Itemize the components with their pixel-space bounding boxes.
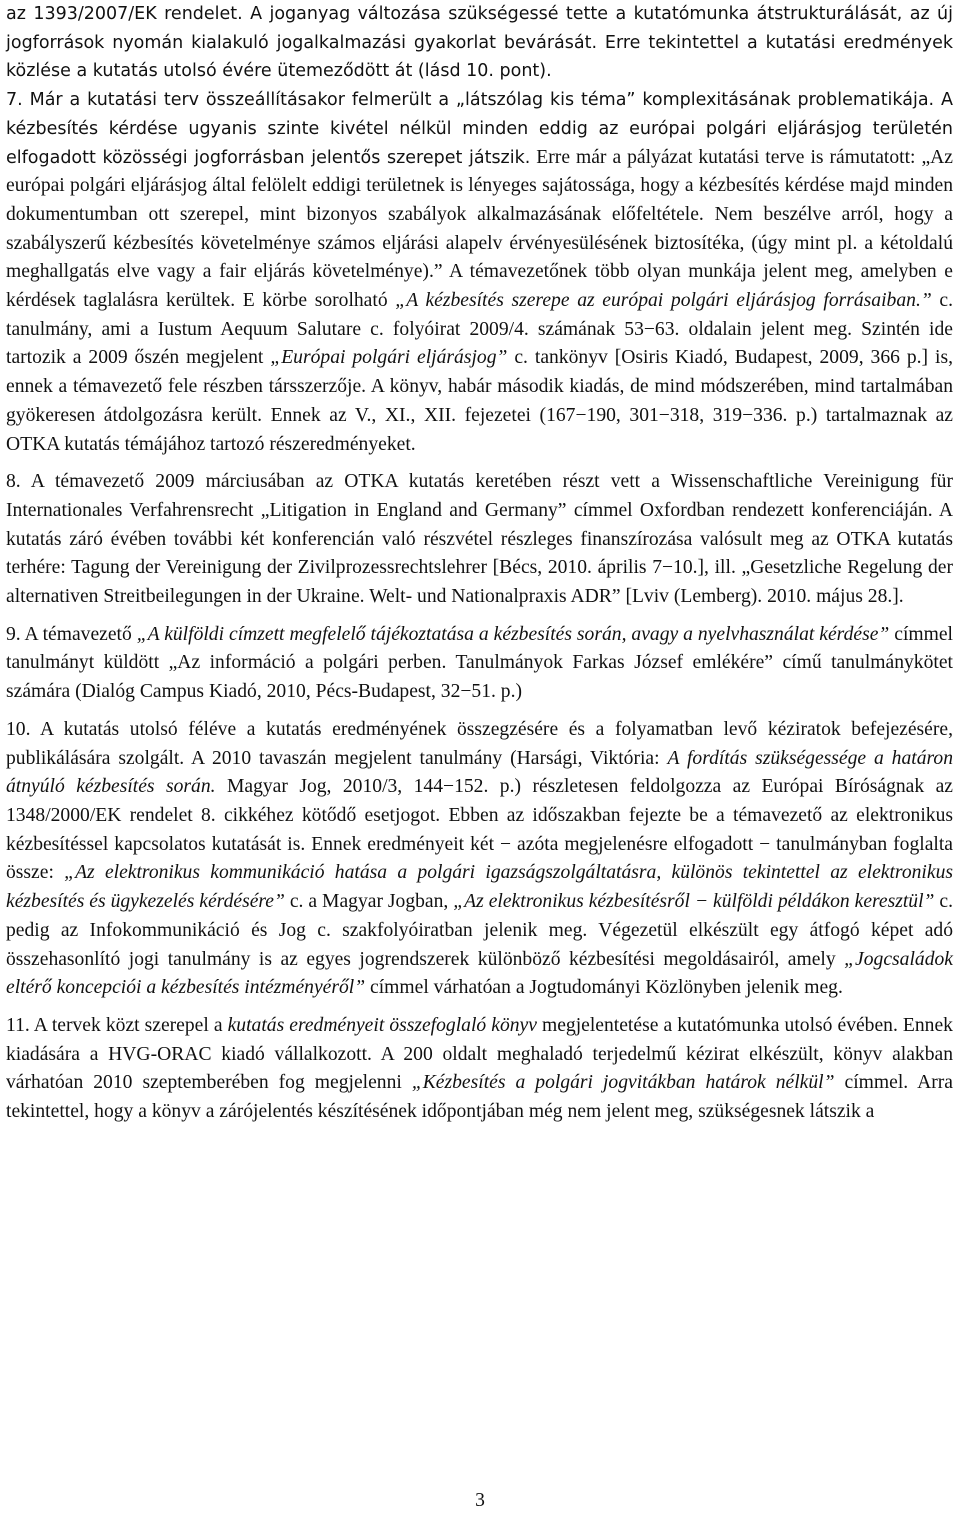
paragraph-7-text-g: c. tankönyv [Osiris Kiadó, Budapest, 2009, 366 p.] is, ennek a témavezető fele részben társszerzője. A könyv, habár második kiadás, de mind módszerében, mind tartalmában gyökeresen átdolgozásra került. Ennek az V., XI., XII. fejezetei (167−190, 301−318, 319−336. p.) tartalmaznak az OTKA kutatás témájához tartozó részeredményeket.: [6, 347, 953, 455]
page-number: 3: [475, 1490, 485, 1511]
paragraph-9-text-a: 9. A témavezető: [6, 623, 137, 645]
paragraph-7-text-f: c. tanulmány, ami a Iustum Aequum Salutare c. folyóirat 2009/4. számának 53−63. oldalain jelent meg. Szintén ide tartozik a 2009 őszén megjelent: [6, 290, 953, 369]
paragraph-11-text-c: címmel. Arra tekintettel, hogy a könyv a zárójelentés készítésének időpontjában még nem jelent meg, szükségesnek látszik a: [6, 1072, 953, 1123]
paragraph-11: [6, 1012, 953, 1127]
paragraph-10: [6, 716, 953, 1003]
paragraph-6-text: az 1393/2007/EK rendelet. A joganyag változása szükségessé tette a kutatómunka átstrukturálását, az új jogforrások nyomán kialakuló jogalkalmazási gyakorlat bevárását. Erre tekintettel a kutatási eredmények közlése a kutatás utolsó évére ütemeződött át (lásd 10. pont).: [6, 4, 953, 82]
paragraph-8-text: 8. A témavezető 2009 márciusában az OTKA kutatás keretében részt vett a Wissenschaftliche Vereinigung für Internationales Verfahrensrecht „Litigation in England and Germany” címmel Oxfordban rendezett konferenciáján. A kutatás záró évében további két konferencián való részvétel részleges finanszírozása valósult meg az OTKA kutatás terhére: Tagung der Vereinigung der Zivilprozessrechtslehrer [Bécs, 2010. április 7−10.], ill. „Gesetzliche Regelung der alternativen Streitbeilegungen in der Ukraine. Welt- und Nationalpraxis ADR” [Lviv (Lemberg). 2010. május 28.].: [6, 471, 953, 608]
paragraph-11-text-a: 11. A tervek közt szerepel a: [6, 1014, 228, 1036]
paragraph-9-text-b: címmel tanulmányt küldött „Az információ a polgári perben. Tanulmányok Farkas József emlékére” című tanulmánykötet számára (Dialóg Campus Kiadó, 2010, Pécs-Budapest, 32−51. p.): [6, 623, 954, 703]
paragraph-9-italic-title: „A külföldi címzett megfelelő tájékoztatása a kézbesítés során, avagy a nyelvhasználat kérdése”: [136, 623, 890, 645]
paragraph-7: [6, 86, 953, 459]
paragraph-9: [6, 621, 953, 707]
paragraph-10-italic-title-4: „Jogcsaládok eltérő koncepciói a kézbesítés intézményéről”: [6, 948, 953, 999]
paragraph-8: [6, 468, 953, 612]
paragraph-10-text-a: 10. A kutatás utolsó féléve a kutatás eredményének összegzésére és a folyamatban levő kéziratok befejezésére, publikálására szolgált. A 2010 tavaszán megjelent tanulmány (Harsági, Viktória:: [6, 718, 953, 769]
paragraph-10-italic-title-3: „Az elektronikus kézbesítésről − külföldi példákon keresztül”: [453, 891, 935, 913]
paragraph-6: [6, 0, 953, 86]
paragraph-11-text-b: megjelentetése a kutatómunka utolsó évében. Ennek kiadására a HVG-ORAC kiadó vállalkozott. A 200 oldalt meghaladó terjedelmű kézirat elkészült, könyv alakban várhatóan 2010 szeptemberében fog megjelenni: [6, 1014, 953, 1094]
paragraph-7-text-a: Már a kutatási terv összeállításakor felmerült a „látszólag kis téma” komplexitásának problematikája.: [22, 90, 935, 111]
paragraph-7-number: 7.: [6, 90, 23, 111]
document-body: [6, 0, 953, 1127]
paragraph-7-italic-title-2: „Európai polgári eljárásjog”: [270, 347, 508, 369]
paragraph-10-text-d: c. pedig az Infokommunikáció és Jog c. szakfolyóiratban jelenik meg. Végezetül elkészült egy átfogó képet adó összehasonlító jogi tanulmány is az egyes jogrendszerek különböző kézbesítési megoldásairól, amely: [6, 891, 953, 970]
paragraph-10-italic-title-1: A fordítás szükségessége a határon átnyúló kézbesítés során.: [6, 747, 953, 798]
paragraph-7-text-e: A témavezetőnek több olyan munkája jelent meg, amelyben e kérdések taglalásra kerültek. E körbe sorolható: [6, 261, 953, 312]
paragraph-10-italic-title-2: „Az elektronikus kommunikáció hatása a polgári igazságszolgáltatásra, különös tekintettel az elektronikus kézbesítés és ügykezelés kérdésére”: [6, 862, 953, 913]
paragraph-11-italic-book: kutatás eredményeit összefoglaló könyv: [227, 1014, 537, 1036]
paragraph-11-italic-title: „Kézbesítés a polgári jogvitákban határok nélkül”: [411, 1072, 835, 1094]
paragraph-7-text-c: Erre már a pályázat kutatási terve is rámutatott: „Az európai polgári eljárásjog által felölelt eddigi területnek is lényeges sajátossága, hogy a kézbesítés kérdése majd minden dokumentumban ott szerepel, mint bizonyos szabályok alkalmazásának előfeltétele.: [6, 146, 953, 225]
paragraph-10-text-b: Magyar Jog, 2010/3, 144−152. p.) részletesen feldolgozza az Európai Bíróságnak az 1348/2000/EK rendelet 8. cikkéhez kötődő esetjogot. Ebben az időszakban fejezte be a témavezető az elektronikus kézbesítéssel kapcsolatos kutatását is. Ennek eredményeit két − azóta megjelenésre elfogadott − tanulmányban foglalta össze:: [6, 776, 953, 884]
paragraph-10-text-e: címmel várhatóan a Jogtudományi Közlönyben jelenik meg.: [365, 977, 843, 999]
paragraph-7-text-b: A kézbesítés kérdése ugyanis szinte kivétel nélkül minden eddig az európai polgári eljárásjog területén elfogadott közösségi jogforrásban jelentős szerepet játszik.: [6, 90, 953, 168]
paragraph-7-text-d: Nem beszélve arról, hogy a szabályszerű kézbesítés követelménye számos eljárási alapelv érvényesülésének biztosítéka, (úgy mint pl. a kétoldalú meghallgatás elve vagy a fair eljárás követelménye).”: [6, 203, 953, 283]
paragraph-10-text-c: c. a Magyar Jogban,: [284, 891, 454, 913]
paragraph-7-italic-title-1: „A kézbesítés szerepe az európai polgári eljárásjog forrásaiban.”: [395, 290, 932, 312]
